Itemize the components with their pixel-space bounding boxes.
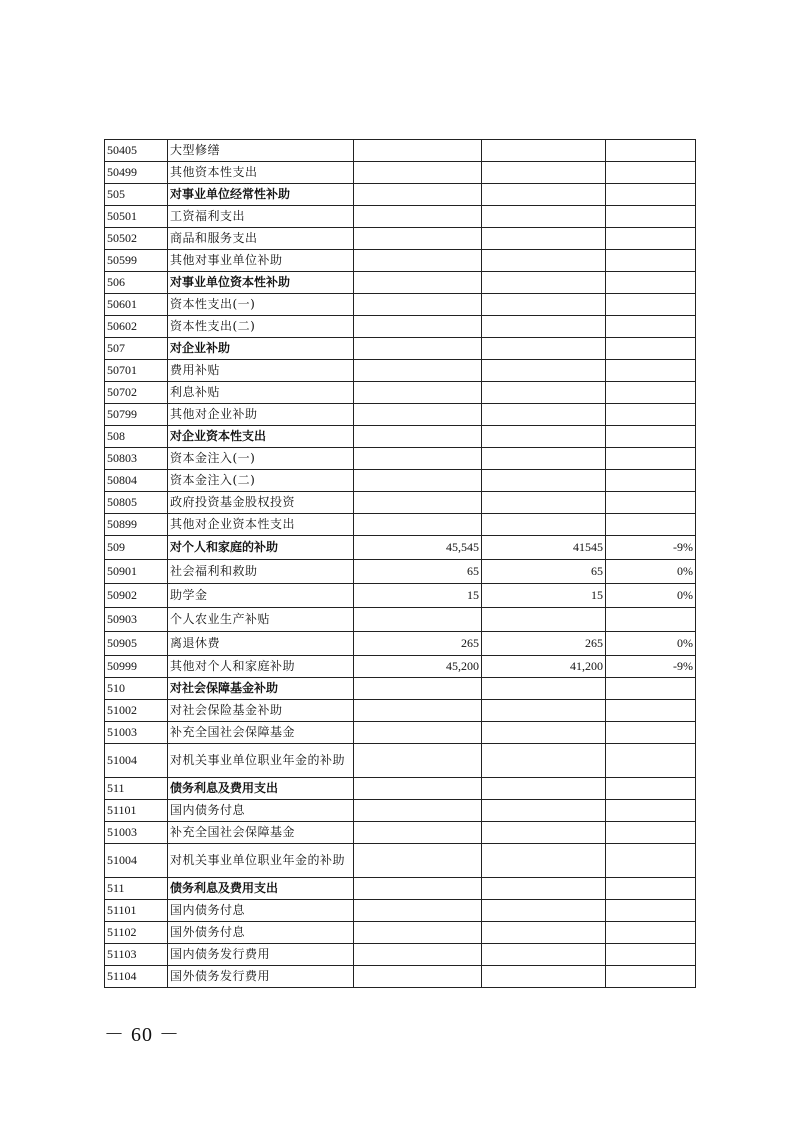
code-cell: 506 [105, 272, 168, 294]
code-cell: 50702 [105, 382, 168, 404]
change-percent-cell [606, 492, 696, 514]
name-cell: 大型修缮 [168, 140, 354, 162]
prior-value-cell [482, 778, 606, 800]
table-row [105, 162, 696, 184]
prior-value-cell [482, 944, 606, 966]
change-percent-cell [606, 162, 696, 184]
prior-value-cell [482, 822, 606, 844]
name-cell: 国内债务发行费用 [168, 944, 354, 966]
change-percent-cell [606, 944, 696, 966]
prior-value-cell: 265 [482, 632, 606, 656]
code-cell: 509 [105, 536, 168, 560]
table-row [105, 844, 696, 878]
prior-value-cell [482, 922, 606, 944]
prior-value-cell [482, 228, 606, 250]
name-cell: 对企业补助 [168, 338, 354, 360]
table-row [105, 722, 696, 744]
table-row [105, 632, 696, 656]
prior-value-cell [482, 338, 606, 360]
name-cell: 其他资本性支出 [168, 162, 354, 184]
prior-value-cell [482, 404, 606, 426]
change-percent-cell: -9% [606, 656, 696, 678]
table-row [105, 900, 696, 922]
budget-value-cell [354, 228, 482, 250]
change-percent-cell [606, 404, 696, 426]
name-cell: 工资福利支出 [168, 206, 354, 228]
budget-table [104, 139, 696, 988]
code-cell: 51003 [105, 722, 168, 744]
change-percent-cell [606, 900, 696, 922]
prior-value-cell [482, 162, 606, 184]
prior-value-cell: 41,200 [482, 656, 606, 678]
table-row [105, 360, 696, 382]
table-row [105, 140, 696, 162]
name-cell: 债务利息及费用支出 [168, 778, 354, 800]
code-cell: 50599 [105, 250, 168, 272]
name-cell: 债务利息及费用支出 [168, 878, 354, 900]
code-cell: 50501 [105, 206, 168, 228]
budget-value-cell [354, 844, 482, 878]
budget-value-cell [354, 294, 482, 316]
budget-value-cell [354, 360, 482, 382]
table-row [105, 206, 696, 228]
table-row [105, 778, 696, 800]
table-row [105, 184, 696, 206]
budget-value-cell [354, 404, 482, 426]
name-cell: 补充全国社会保障基金 [168, 722, 354, 744]
name-cell: 对事业单位经常性补助 [168, 184, 354, 206]
code-cell: 51002 [105, 700, 168, 722]
table-row [105, 470, 696, 492]
prior-value-cell [482, 966, 606, 988]
budget-value-cell [354, 966, 482, 988]
change-percent-cell [606, 338, 696, 360]
code-cell: 50799 [105, 404, 168, 426]
change-percent-cell [606, 514, 696, 536]
name-cell: 社会福利和救助 [168, 560, 354, 584]
code-cell: 50902 [105, 584, 168, 608]
name-cell: 对机关事业单位职业年金的补助 [168, 744, 354, 778]
prior-value-cell [482, 206, 606, 228]
table-row [105, 678, 696, 700]
budget-value-cell: 65 [354, 560, 482, 584]
prior-value-cell [482, 360, 606, 382]
name-cell: 资本金注入(二) [168, 470, 354, 492]
code-cell: 511 [105, 878, 168, 900]
code-cell: 505 [105, 184, 168, 206]
change-percent-cell [606, 184, 696, 206]
table-row [105, 800, 696, 822]
change-percent-cell [606, 448, 696, 470]
budget-value-cell [354, 944, 482, 966]
table-row [105, 608, 696, 632]
prior-value-cell [482, 426, 606, 448]
prior-value-cell [482, 744, 606, 778]
code-cell: 50602 [105, 316, 168, 338]
name-cell: 商品和服务支出 [168, 228, 354, 250]
code-cell: 50805 [105, 492, 168, 514]
budget-value-cell [354, 722, 482, 744]
code-cell: 51102 [105, 922, 168, 944]
change-percent-cell [606, 272, 696, 294]
budget-value-cell [354, 800, 482, 822]
budget-value-cell [354, 316, 482, 338]
change-percent-cell [606, 470, 696, 492]
table-row [105, 294, 696, 316]
budget-value-cell: 45,200 [354, 656, 482, 678]
code-cell: 50405 [105, 140, 168, 162]
table-row [105, 404, 696, 426]
code-cell: 50905 [105, 632, 168, 656]
prior-value-cell [482, 294, 606, 316]
prior-value-cell: 41545 [482, 536, 606, 560]
change-percent-cell [606, 966, 696, 988]
table-row [105, 744, 696, 778]
code-cell: 511 [105, 778, 168, 800]
change-percent-cell [606, 844, 696, 878]
change-percent-cell [606, 316, 696, 338]
name-cell: 对社会保险基金补助 [168, 700, 354, 722]
budget-value-cell [354, 608, 482, 632]
budget-value-cell [354, 250, 482, 272]
budget-value-cell [354, 514, 482, 536]
change-percent-cell [606, 678, 696, 700]
code-cell: 51003 [105, 822, 168, 844]
change-percent-cell: 0% [606, 584, 696, 608]
table-row [105, 492, 696, 514]
name-cell: 补充全国社会保障基金 [168, 822, 354, 844]
change-percent-cell [606, 382, 696, 404]
name-cell: 助学金 [168, 584, 354, 608]
name-cell: 其他对企业补助 [168, 404, 354, 426]
change-percent-cell [606, 426, 696, 448]
budget-value-cell [354, 678, 482, 700]
table-row [105, 448, 696, 470]
budget-value-cell [354, 878, 482, 900]
change-percent-cell [606, 878, 696, 900]
change-percent-cell [606, 778, 696, 800]
table-row [105, 250, 696, 272]
name-cell: 费用补贴 [168, 360, 354, 382]
code-cell: 50502 [105, 228, 168, 250]
budget-value-cell [354, 922, 482, 944]
code-cell: 507 [105, 338, 168, 360]
code-cell: 51103 [105, 944, 168, 966]
code-cell: 50499 [105, 162, 168, 184]
budget-value-cell [354, 338, 482, 360]
change-percent-cell [606, 228, 696, 250]
change-percent-cell: -9% [606, 536, 696, 560]
prior-value-cell [482, 514, 606, 536]
name-cell: 对机关事业单位职业年金的补助 [168, 844, 354, 878]
name-cell: 对事业单位资本性补助 [168, 272, 354, 294]
prior-value-cell [482, 900, 606, 922]
code-cell: 51104 [105, 966, 168, 988]
prior-value-cell [482, 470, 606, 492]
name-cell: 对个人和家庭的补助 [168, 536, 354, 560]
table-row [105, 316, 696, 338]
budget-value-cell [354, 900, 482, 922]
table-row [105, 382, 696, 404]
code-cell: 50903 [105, 608, 168, 632]
budget-value-cell [354, 426, 482, 448]
name-cell: 其他对企业资本性支出 [168, 514, 354, 536]
change-percent-cell [606, 800, 696, 822]
prior-value-cell [482, 844, 606, 878]
table-row [105, 560, 696, 584]
budget-value-cell [354, 184, 482, 206]
change-percent-cell [606, 922, 696, 944]
change-percent-cell [606, 722, 696, 744]
budget-value-cell [354, 470, 482, 492]
code-cell: 50999 [105, 656, 168, 678]
budget-value-cell [354, 744, 482, 778]
budget-value-cell: 15 [354, 584, 482, 608]
name-cell: 离退休费 [168, 632, 354, 656]
table-row [105, 922, 696, 944]
change-percent-cell [606, 744, 696, 778]
table-row [105, 944, 696, 966]
code-cell: 50901 [105, 560, 168, 584]
change-percent-cell [606, 608, 696, 632]
table-row [105, 514, 696, 536]
prior-value-cell [482, 722, 606, 744]
budget-value-cell [354, 822, 482, 844]
budget-value-cell [354, 700, 482, 722]
prior-value-cell [482, 272, 606, 294]
page-number: － 60 － [104, 1024, 180, 1046]
name-cell: 其他对事业单位补助 [168, 250, 354, 272]
change-percent-cell [606, 140, 696, 162]
change-percent-cell [606, 206, 696, 228]
code-cell: 50899 [105, 514, 168, 536]
table-row [105, 426, 696, 448]
change-percent-cell [606, 360, 696, 382]
table-row [105, 878, 696, 900]
table-row [105, 966, 696, 988]
code-cell: 50803 [105, 448, 168, 470]
budget-value-cell [354, 272, 482, 294]
name-cell: 国内债务付息 [168, 900, 354, 922]
prior-value-cell [482, 800, 606, 822]
name-cell: 个人农业生产补贴 [168, 608, 354, 632]
name-cell: 国内债务付息 [168, 800, 354, 822]
budget-value-cell [354, 140, 482, 162]
change-percent-cell [606, 250, 696, 272]
prior-value-cell [482, 878, 606, 900]
prior-value-cell [482, 250, 606, 272]
budget-value-cell: 45,545 [354, 536, 482, 560]
prior-value-cell [482, 492, 606, 514]
code-cell: 51004 [105, 844, 168, 878]
code-cell: 508 [105, 426, 168, 448]
name-cell: 资本性支出(一) [168, 294, 354, 316]
name-cell: 政府投资基金股权投资 [168, 492, 354, 514]
code-cell: 50701 [105, 360, 168, 382]
prior-value-cell [482, 608, 606, 632]
budget-value-cell [354, 778, 482, 800]
change-percent-cell: 0% [606, 632, 696, 656]
name-cell: 资本金注入(一) [168, 448, 354, 470]
change-percent-cell: 0% [606, 560, 696, 584]
table-row [105, 536, 696, 560]
budget-value-cell [354, 206, 482, 228]
change-percent-cell [606, 822, 696, 844]
name-cell: 资本性支出(二) [168, 316, 354, 338]
code-cell: 51101 [105, 900, 168, 922]
table-row [105, 700, 696, 722]
code-cell: 50601 [105, 294, 168, 316]
prior-value-cell [482, 448, 606, 470]
table-row [105, 272, 696, 294]
code-cell: 51101 [105, 800, 168, 822]
prior-value-cell: 65 [482, 560, 606, 584]
prior-value-cell [482, 678, 606, 700]
budget-value-cell [354, 492, 482, 514]
change-percent-cell [606, 700, 696, 722]
budget-table-body [105, 140, 696, 988]
table-row [105, 822, 696, 844]
table-row [105, 584, 696, 608]
name-cell: 利息补贴 [168, 382, 354, 404]
prior-value-cell [482, 184, 606, 206]
name-cell: 对企业资本性支出 [168, 426, 354, 448]
change-percent-cell [606, 294, 696, 316]
prior-value-cell [482, 382, 606, 404]
prior-value-cell [482, 700, 606, 722]
table-row [105, 338, 696, 360]
budget-value-cell [354, 382, 482, 404]
code-cell: 51004 [105, 744, 168, 778]
prior-value-cell [482, 140, 606, 162]
code-cell: 50804 [105, 470, 168, 492]
name-cell: 国外债务付息 [168, 922, 354, 944]
table-row [105, 228, 696, 250]
budget-value-cell [354, 448, 482, 470]
name-cell: 其他对个人和家庭补助 [168, 656, 354, 678]
name-cell: 对社会保障基金补助 [168, 678, 354, 700]
name-cell: 国外债务发行费用 [168, 966, 354, 988]
prior-value-cell: 15 [482, 584, 606, 608]
table-row [105, 656, 696, 678]
code-cell: 510 [105, 678, 168, 700]
budget-value-cell: 265 [354, 632, 482, 656]
prior-value-cell [482, 316, 606, 338]
budget-value-cell [354, 162, 482, 184]
